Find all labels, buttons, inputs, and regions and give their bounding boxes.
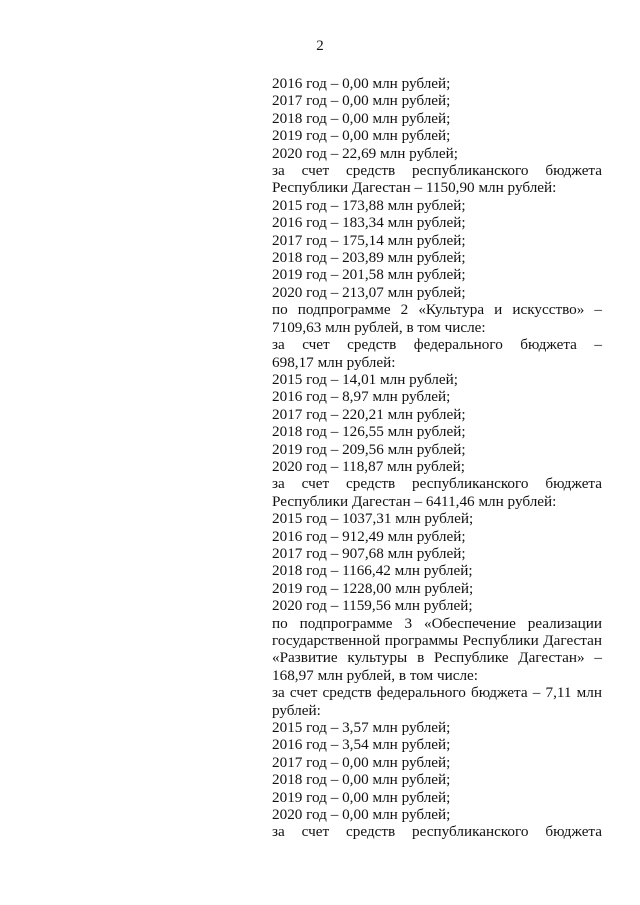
text-line: Республики Дагестан – 6411,46 млн рублей: xyxy=(272,492,557,510)
text-line: рублей: xyxy=(272,701,321,719)
text-line: 2018 год – 203,89 млн рублей; xyxy=(272,249,466,267)
page-number: 2 xyxy=(316,38,324,54)
text-line: государственной программы Республики Дагестан xyxy=(272,632,602,649)
text-line: 2018 год – 0,00 млн рублей; xyxy=(272,109,451,127)
text-line: 2017 год – 0,00 млн рублей; xyxy=(272,92,451,110)
text-line: 2015 год – 14,01 млн рублей; xyxy=(272,370,458,388)
text-line: 2020 год – 118,87 млн рублей; xyxy=(272,457,466,475)
text-line: по подпрограмме 2 «Культура и искусство» – xyxy=(272,301,602,319)
text-line: 698,17 млн рублей: xyxy=(272,353,396,371)
text-line: 2018 год – 126,55 млн рублей; xyxy=(272,423,466,441)
text-line: 2018 год – 1166,42 млн рублей; xyxy=(272,562,473,580)
text-line: за счет средств республиканского бюджета xyxy=(272,823,602,841)
text-line: 2016 год – 8,97 млн рублей; xyxy=(272,388,451,406)
text-line: 2019 год – 201,58 млн рублей; xyxy=(272,266,466,284)
text-line: 2016 год – 183,34 млн рублей; xyxy=(272,214,466,232)
text-line: 2015 год – 173,88 млн рублей; xyxy=(272,196,466,214)
text-line: 168,97 млн рублей, в том числе: xyxy=(272,666,479,684)
text-line: за счет средств республиканского бюджета xyxy=(272,162,602,180)
text-line: 2017 год – 907,68 млн рублей; xyxy=(272,544,466,562)
text-line: 2018 год – 0,00 млн рублей; xyxy=(272,771,451,789)
text-line: 2015 год – 1037,31 млн рублей; xyxy=(272,510,474,528)
text-line: 2016 год – 0,00 млн рублей; xyxy=(272,75,451,92)
text-line: 2017 год – 220,21 млн рублей; xyxy=(272,405,466,423)
text-line: 2016 год – 3,54 млн рублей; xyxy=(272,736,451,754)
text-line: 2020 год – 22,69 млн рублей; xyxy=(272,144,458,162)
document-body xyxy=(272,75,602,841)
text-line: за счет средств федерального бюджета – xyxy=(272,336,602,354)
text-line: 2016 год – 912,49 млн рублей; xyxy=(272,527,466,545)
text-line: «Развитие культуры в Республике Дагестан» – xyxy=(272,649,602,667)
text-line: за счет средств федерального бюджета – 7,11 млн xyxy=(272,684,602,702)
text-line: 2020 год – 1159,56 млн рублей; xyxy=(272,597,473,615)
text-line: Республики Дагестан – 1150,90 млн рублей: xyxy=(272,179,557,197)
text-line: 2019 год – 0,00 млн рублей; xyxy=(272,788,451,806)
text-line: 2020 год – 213,07 млн рублей; xyxy=(272,283,466,301)
text-line: 2019 год – 209,56 млн рублей; xyxy=(272,440,466,458)
text-line: 2019 год – 1228,00 млн рублей; xyxy=(272,579,474,597)
text-line: 2017 год – 0,00 млн рублей; xyxy=(272,753,451,771)
text-line: за счет средств республиканского бюджета xyxy=(272,475,602,493)
text-line: 2017 год – 175,14 млн рублей; xyxy=(272,231,466,249)
text-line: 2015 год – 3,57 млн рублей; xyxy=(272,719,451,737)
text-line: 2019 год – 0,00 млн рублей; xyxy=(272,127,451,145)
text-line: по подпрограмме 3 «Обеспечение реализации xyxy=(272,614,602,632)
text-line: 2020 год – 0,00 млн рублей; xyxy=(272,806,451,824)
text-line: 7109,63 млн рублей, в том числе: xyxy=(272,318,486,336)
